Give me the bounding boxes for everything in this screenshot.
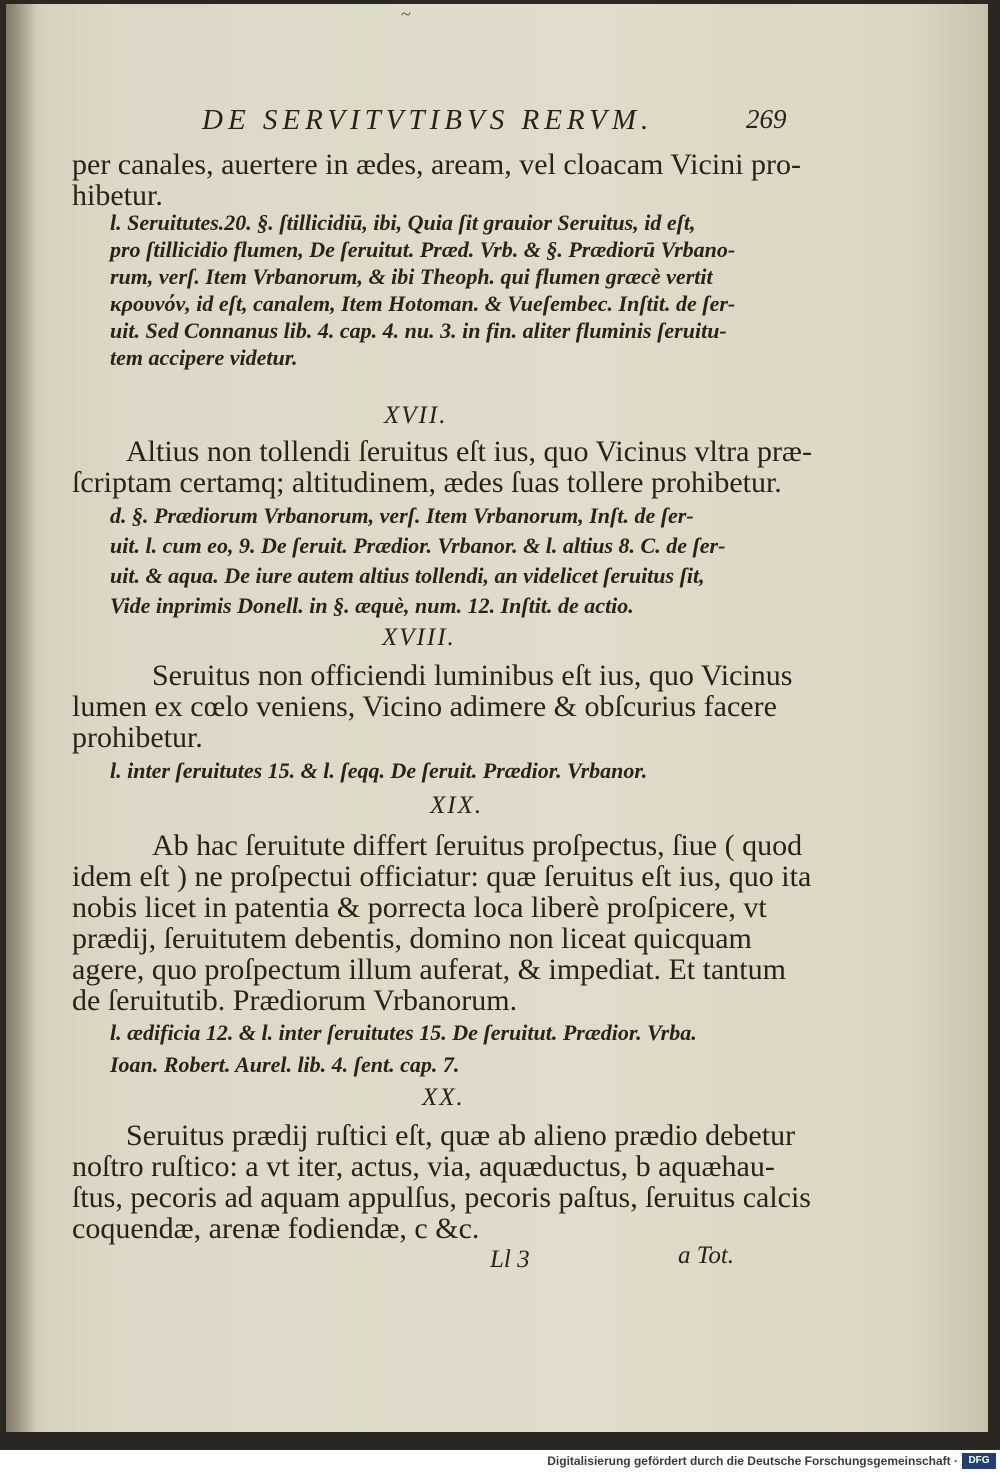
note-line: rum, verſ. Item Vrbanorum, & ibi Theoph. qui flumen græcè vertit <box>110 264 713 289</box>
text-line: coquendæ, arenæ fodiendæ, c &c. <box>72 1212 480 1245</box>
section-xvii: XVII. <box>384 402 448 429</box>
running-title: DE SERVITVTIBVS RERVM. <box>202 104 654 136</box>
text-line: hibetur. <box>72 179 163 212</box>
text-line: lumen ex cœlo veniens, Vicino adimere & obſcurius facere <box>72 690 777 723</box>
text-line: Seruitus prædij ruſtici eſt, quæ ab alieno prædio debetur <box>126 1119 796 1152</box>
paragraph-3 <box>72 660 792 753</box>
note-line: l. ædificia 12. & l. inter ſeruitutes 15. De ſeruitut. Prædior. Vrba. <box>110 1020 697 1045</box>
note-line: uit. & aqua. De iure autem altius tollendi, an videlicet ſeruitus ſit, <box>110 563 705 588</box>
paragraph-5 <box>72 1120 811 1244</box>
note-line: tem accipere videtur. <box>110 345 298 370</box>
text-line: Ab hac ſeruitute differt ſeruitus proſpectus, ſiue ( quod <box>152 829 803 862</box>
note-line: d. §. Prædiorum Vrbanorum, verſ. Item Vrbanorum, Inſt. de ſer- <box>110 503 694 528</box>
text-line: prohibetur. <box>72 721 203 754</box>
top-mark: ~ <box>401 4 411 24</box>
paragraph-2 <box>72 436 812 498</box>
section-xix: XIX. <box>430 792 484 819</box>
text-line: per canales, auertere in ædes, aream, vel cloacam Vicini pro- <box>72 148 801 181</box>
note-1 <box>110 209 735 371</box>
note-line: l. inter ſeruitutes 15. & l. ſeqq. De ſeruit. Prædior. Vrbanor. <box>110 758 648 783</box>
dfg-footer <box>0 1450 1000 1474</box>
text-line: Seruitus non officiendi luminibus eſt ius, quo Vicinus <box>152 659 793 692</box>
dfg-credit-text: Digitalisierung gefördert durch die Deutsche Forschungsgemeinschaft · <box>547 1454 958 1468</box>
paragraph-1 <box>72 149 801 211</box>
text-line: idem eſt ) ne proſpectui officiatur: quæ ſeruitus eſt ius, quo ita <box>72 860 812 893</box>
text-line: noſtro ruſtico: a vt iter, actus, via, aquæductus, b aquæhau- <box>72 1150 775 1183</box>
catchword: a Tot. <box>678 1242 735 1269</box>
text-line: de ſeruitutib. Prædiorum Vrbanorum. <box>72 984 518 1017</box>
note-line: κρουνόν, id eſt, canalem, Item Hotoman. & Vueſembec. Inſtit. de ſer- <box>110 291 736 316</box>
page-fold-shadow <box>6 4 36 1432</box>
section-xx: XX. <box>422 1084 465 1111</box>
text-line: nobis licet in patentia & porrecta loca liberè proſpicere, vt <box>72 891 767 924</box>
signature-mark: Ll 3 <box>490 1246 530 1273</box>
note-3 <box>110 757 647 784</box>
note-line: l. Seruitutes.20. §. ſtillicidiū, ibi, Quia ſit grauior Seruitus, id eſt, <box>110 210 696 235</box>
book-page <box>6 4 988 1432</box>
note-4 <box>110 1017 697 1081</box>
note-line: uit. l. cum eo, 9. De ſeruit. Prædior. Vrbanor. & l. altius 8. C. de ſer- <box>110 533 726 558</box>
page-number: 269 <box>746 104 787 134</box>
note-line: Ioan. Robert. Aurel. lib. 4. ſent. cap. 7. <box>110 1052 460 1077</box>
page-header <box>6 104 988 144</box>
note-line: pro ſtillicidio flumen, De ſeruitut. Præd. Vrb. & §. Prædiorū Vrbano- <box>110 237 736 262</box>
note-line: uit. Sed Connanus lib. 4. cap. 4. nu. 3. in fin. aliter fluminis ſeruitu- <box>110 318 727 343</box>
text-line: agere, quo proſpectum illum auferat, & impediat. Et tantum <box>72 953 786 986</box>
note-line: Vide inprimis Donell. in §. æquè, num. 12. Inſtit. de actio. <box>110 593 634 618</box>
text-line: ſtus, pecoris ad aquam appulſus, pecoris paſtus, ſeruitus calcis <box>72 1181 811 1214</box>
text-line: ſcriptam certamq; altitudinem, ædes ſuas tollere prohibetur. <box>72 466 782 499</box>
dfg-logo: DFG <box>962 1453 996 1469</box>
text-line: prædij, ſeruitutem debentis, domino non liceat quicquam <box>72 922 752 955</box>
paragraph-4 <box>72 830 811 1016</box>
note-2 <box>110 501 725 621</box>
section-xviii: XVIII. <box>382 624 456 651</box>
text-line: Altius non tollendi ſeruitus eſt ius, quo Vicinus vltra præ- <box>126 435 812 468</box>
